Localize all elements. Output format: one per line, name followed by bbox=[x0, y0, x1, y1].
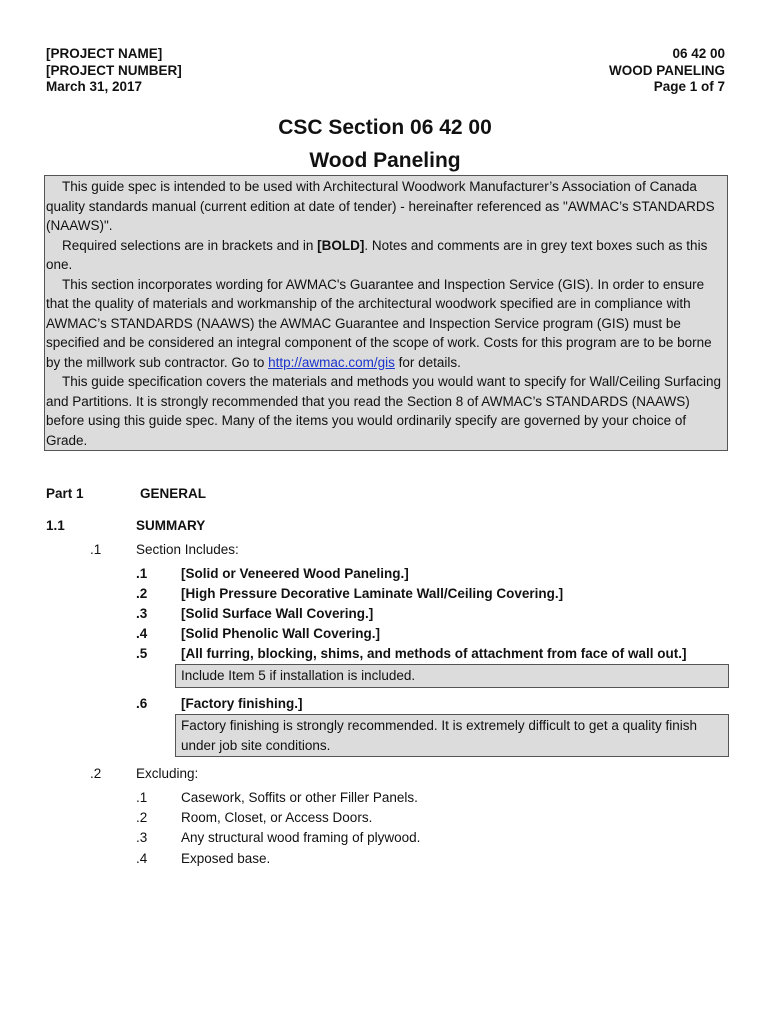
list-item-number: .6 bbox=[136, 696, 148, 711]
list-item-number: .3 bbox=[136, 830, 148, 845]
list-item: [High Pressure Decorative Laminate Wall/Ceiling Covering.] bbox=[181, 586, 564, 601]
guide-note-paragraph bbox=[46, 236, 725, 275]
note-box-item5: Include Item 5 if installation is included. bbox=[175, 664, 729, 688]
list-item: [Solid Phenolic Wall Covering.] bbox=[181, 626, 381, 641]
paragraph-number: .2 bbox=[90, 766, 102, 781]
article-number: 1.1 bbox=[46, 518, 65, 533]
list-item: [Factory finishing.] bbox=[181, 696, 303, 711]
note-text: . Notes and comments are in grey text boxes such as this one. bbox=[46, 237, 708, 272]
project-name: [PROJECT NAME] bbox=[46, 46, 163, 61]
paragraph-number: .1 bbox=[90, 542, 102, 557]
note-text: Required selections are in brackets and in bbox=[62, 237, 318, 253]
list-item: Room, Closet, or Access Doors. bbox=[181, 810, 373, 825]
part-title: GENERAL bbox=[140, 486, 207, 501]
note-box-item6: Factory finishing is strongly recommended. It is extremely difficult to get a quality finish under job site conditions. bbox=[175, 714, 729, 757]
list-item-number: .4 bbox=[136, 626, 148, 641]
article-title: SUMMARY bbox=[136, 518, 206, 533]
list-item: Casework, Soffits or other Filler Panels. bbox=[181, 790, 418, 805]
gis-link[interactable]: http://awmac.com/gis bbox=[268, 354, 395, 370]
list-item: [Solid or Veneered Wood Paneling.] bbox=[181, 566, 409, 581]
guide-note-paragraph: This guide spec is intended to be used with Architectural Woodwork Manufacturer’s Association of Canada quality standards manual (current edition at date of tender) - hereinafter referenced as "AWMAC’s STANDARDS (NAAWS)". bbox=[46, 179, 715, 233]
list-item: Exposed base. bbox=[181, 851, 271, 866]
note-text: This section incorporates wording for AWMAC's Guarantee and Inspection Service (GIS). In order to ensure that the quality of materials and workmanship of the architectural woodwork specified are in compliance with AWMAC’s STANDARDS (NAAWS) the AWMAC Guarantee and Inspection Service program (GIS) must be specified and be considered an integral component of the scope of work. Costs for this program are to be borne by the millwork sub contractor. Go to bbox=[46, 276, 712, 370]
list-item-number: .3 bbox=[136, 606, 148, 621]
list-item: [Solid Surface Wall Covering.] bbox=[181, 606, 374, 621]
list-item-number: .2 bbox=[136, 586, 148, 601]
list-item-number: .2 bbox=[136, 810, 148, 825]
project-number: [PROJECT NUMBER] bbox=[46, 62, 182, 78]
list-item-number: .1 bbox=[136, 790, 148, 805]
document-title: CSC Section 06 42 00 bbox=[278, 116, 492, 139]
list-item-number: .5 bbox=[136, 646, 148, 661]
document-subtitle: Wood Paneling bbox=[309, 149, 461, 172]
header-left bbox=[46, 46, 182, 96]
page-number: Page 1 of 7 bbox=[653, 79, 725, 94]
list-item: [All furring, blocking, shims, and methods of attachment from face of wall out.] bbox=[181, 646, 687, 661]
guide-note-paragraph bbox=[46, 275, 725, 373]
section-number: 06 42 00 bbox=[672, 46, 725, 61]
list-item-number: .1 bbox=[136, 566, 148, 581]
section-title: WOOD PANELING bbox=[609, 62, 725, 78]
guide-note-box bbox=[44, 175, 728, 451]
excluding-label: Excluding: bbox=[136, 766, 199, 781]
list-item: Any structural wood framing of plywood. bbox=[181, 830, 421, 845]
part-number: Part 1 bbox=[46, 486, 84, 501]
header-right bbox=[609, 46, 725, 96]
note-bold-text: [BOLD] bbox=[317, 237, 365, 253]
document-date: March 31, 2017 bbox=[46, 79, 143, 94]
list-item-number: .4 bbox=[136, 851, 148, 866]
guide-note-paragraph: This guide specification covers the materials and methods you would want to specify for Wall/Ceiling Surfacing and Partitions. It is strongly recommended that you read the Section 8 of AWMAC’s STANDARDS (NAAWS) before using this guide spec. Many of the items you would ordinarily specify are governed by your choice of Grade. bbox=[46, 374, 722, 448]
note-text: for details. bbox=[394, 354, 461, 370]
includes-label: Section Includes: bbox=[136, 542, 239, 557]
